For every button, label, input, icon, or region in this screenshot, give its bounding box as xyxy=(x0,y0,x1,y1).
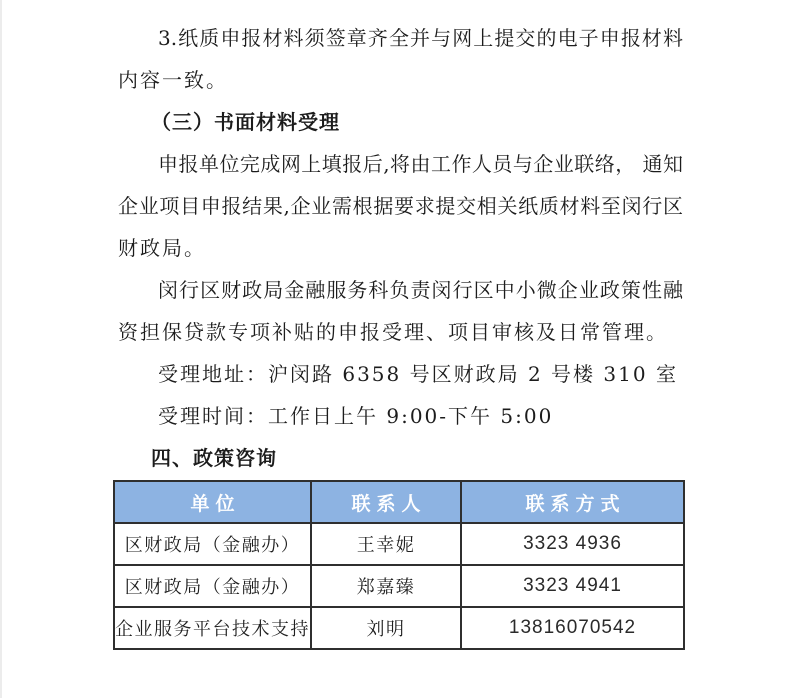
consult-table xyxy=(113,480,685,650)
phone-cell: 13816070542 xyxy=(461,607,684,649)
contact-cell: 郑嘉臻 xyxy=(311,565,461,607)
table-row xyxy=(114,607,684,649)
contact-cell: 刘明 xyxy=(311,607,461,649)
window-left-edge xyxy=(0,0,2,698)
acceptance-time-line: 受理时间：工作日上午 9:00-下午 5:00 xyxy=(158,404,554,428)
table-header-row xyxy=(114,481,684,523)
unit-cell: 企业服务平台技术支持 xyxy=(114,607,311,649)
table-row xyxy=(114,523,684,565)
table-row xyxy=(114,565,684,607)
table-header-unit: 单位 xyxy=(114,481,311,523)
section-heading-policy-consultation: 四、政策咨询 xyxy=(151,446,277,470)
unit-cell: 区财政局（金融办） xyxy=(114,523,311,565)
section-heading-written-materials: （三）书面材料受理 xyxy=(151,110,340,134)
paragraph-line: 闵行区财政局金融服务科负责闵行区中小微企业政策性融 xyxy=(158,278,683,302)
acceptance-address-line: 受理地址：沪闵路 6358 号区财政局 2 号楼 310 室 xyxy=(158,362,678,386)
paragraph-line: 3.纸质申报材料须签章齐全并与网上提交的电子申报材料 xyxy=(158,26,683,50)
phone-cell: 3323 4936 xyxy=(461,523,684,565)
paragraph-line: 资担保贷款专项补贴的申报受理、项目审核及日常管理。 xyxy=(118,320,668,344)
unit-cell: 区财政局（金融办） xyxy=(114,565,311,607)
contact-cell: 王幸妮 xyxy=(311,523,461,565)
paragraph-line: 内容一致。 xyxy=(118,68,228,92)
table-header-phone: 联系方式 xyxy=(461,481,684,523)
table-header-contact: 联系人 xyxy=(311,481,461,523)
phone-cell: 3323 4941 xyxy=(461,565,684,607)
paragraph-line: 企业项目申报结果,企业需根据要求提交相关纸质材料至闵行区 xyxy=(118,194,683,218)
paragraph-line: 申报单位完成网上填报后,将由工作人员与企业联络， 通知 xyxy=(158,152,683,176)
paragraph-line: 财政局。 xyxy=(118,236,206,260)
